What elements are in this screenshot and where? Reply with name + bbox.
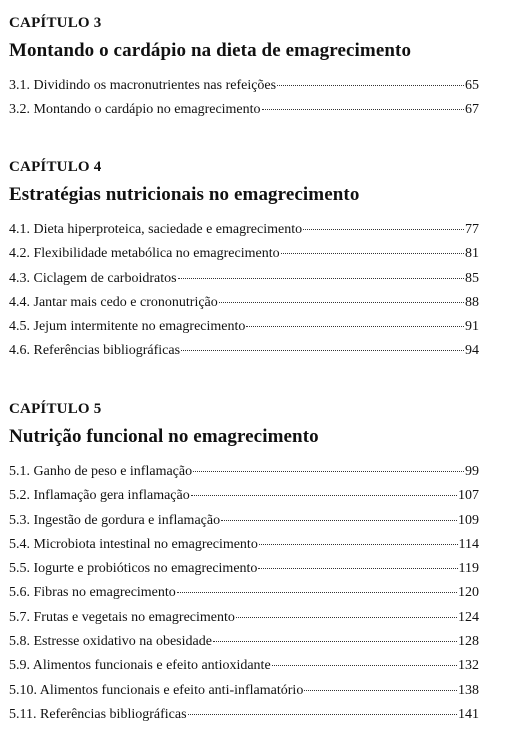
- toc-page-number: 94: [465, 343, 479, 359]
- toc-entry-title: 4.2. Flexibilidade metabólica no emagrecimento: [9, 246, 280, 262]
- toc-page-number: 65: [465, 78, 479, 93]
- toc-entry-title: 5.2. Inflamação gera inflamação: [9, 488, 190, 504]
- dot-leader: [193, 470, 464, 472]
- toc-page-number: 141: [458, 706, 479, 722]
- toc-entry[interactable]: [9, 77, 479, 101]
- toc-entry[interactable]: [9, 560, 479, 584]
- toc-entry[interactable]: [9, 101, 479, 125]
- dot-leader: [304, 689, 457, 691]
- chapter-label: CAPÍTULO 4: [9, 159, 102, 175]
- toc-page-number: 88: [465, 294, 479, 310]
- toc-entry-title: 4.1. Dieta hiperproteica, saciedade e emagrecimento: [9, 222, 303, 237]
- toc-entry[interactable]: [9, 294, 479, 318]
- dot-leader: [259, 543, 458, 545]
- toc-entry[interactable]: [9, 318, 479, 342]
- toc-entry-title: 5.5. Iogurte e probióticos no emagrecimento: [9, 561, 258, 577]
- toc-entry[interactable]: [9, 682, 479, 706]
- toc-page-number: 109: [458, 512, 479, 528]
- dot-leader: [177, 591, 457, 593]
- toc-page-number: 114: [458, 536, 479, 552]
- toc-entry[interactable]: [9, 706, 479, 730]
- toc-entry-title: 4.5. Jejum intermitente no emagrecimento: [9, 319, 246, 335]
- dot-leader: [236, 616, 457, 618]
- dot-leader: [181, 349, 464, 351]
- dot-leader: [246, 325, 464, 327]
- toc-entry[interactable]: [9, 342, 479, 366]
- toc-entry-title: 3.2. Montando o cardápio no emagrecimento: [9, 102, 261, 118]
- dot-leader: [281, 252, 464, 254]
- toc-page-number: 138: [458, 682, 479, 698]
- toc-page-number: 77: [465, 222, 479, 237]
- chapter-label: CAPÍTULO 5: [9, 401, 102, 417]
- toc-entry-title: 3.1. Dividindo os macronutrientes nas refeições: [9, 78, 277, 93]
- toc-page-number: 120: [458, 585, 479, 601]
- dot-leader: [219, 301, 464, 303]
- toc-entry-title: 5.11. Referências bibliográficas: [9, 706, 187, 722]
- toc-entry-title: 4.6. Referências bibliográficas: [9, 343, 181, 359]
- toc-entry[interactable]: [9, 536, 479, 560]
- toc-page-number: 99: [465, 464, 479, 479]
- toc-entry[interactable]: [9, 245, 479, 269]
- dot-leader: [277, 84, 464, 86]
- toc-list: [9, 221, 479, 367]
- toc-page-number: 85: [465, 270, 479, 286]
- toc-list: [9, 77, 479, 126]
- toc-page-number: 124: [458, 609, 479, 625]
- chapter-title: Estratégias nutricionais no emagrecimento: [9, 184, 360, 205]
- toc-entry-title: 4.4. Jantar mais cedo e crononutrição: [9, 294, 218, 310]
- toc-entry-title: 5.6. Fibras no emagrecimento: [9, 585, 176, 601]
- dot-leader: [188, 713, 457, 715]
- toc-entry-title: 5.1. Ganho de peso e inflamação: [9, 464, 193, 479]
- chapter-4-section: [9, 158, 479, 367]
- toc-entry[interactable]: [9, 633, 479, 657]
- toc-entry[interactable]: [9, 657, 479, 681]
- dot-leader: [178, 277, 464, 279]
- dot-leader: [258, 567, 457, 569]
- toc-page-number: 107: [458, 488, 479, 504]
- toc-entry-title: 4.3. Ciclagem de carboidratos: [9, 270, 177, 286]
- dot-leader: [221, 519, 457, 521]
- toc-entry[interactable]: [9, 270, 479, 294]
- toc-page-number: 119: [458, 561, 479, 577]
- dot-leader: [272, 664, 457, 666]
- chapter-title: Montando o cardápio na dieta de emagrecimento: [9, 40, 412, 61]
- chapter-label: CAPÍTULO 3: [9, 15, 102, 31]
- toc-entry-title: 5.9. Alimentos funcionais e efeito antioxidante: [9, 658, 271, 674]
- toc-entry[interactable]: [9, 463, 479, 487]
- toc-entry-title: 5.7. Frutas e vegetais no emagrecimento: [9, 609, 235, 625]
- toc-entry-title: 5.3. Ingestão de gordura e inflamação: [9, 512, 221, 528]
- toc-entry[interactable]: [9, 584, 479, 608]
- toc-entry[interactable]: [9, 512, 479, 536]
- toc-page-number: 132: [458, 658, 479, 674]
- toc-page-number: 81: [465, 246, 479, 262]
- toc-list: [9, 463, 479, 730]
- toc-entry[interactable]: [9, 609, 479, 633]
- chapter-title: Nutrição funcional no emagrecimento: [9, 426, 319, 447]
- dot-leader: [213, 640, 457, 642]
- toc-entry-title: 5.8. Estresse oxidativo na obesidade: [9, 634, 212, 650]
- toc-page-number: 91: [465, 319, 479, 335]
- toc-page-number: 67: [465, 102, 479, 118]
- toc-entry[interactable]: [9, 221, 479, 245]
- toc-page-number: 128: [458, 634, 479, 650]
- dot-leader: [262, 108, 464, 110]
- chapter-5-section: [9, 400, 479, 730]
- toc-entry-title: 5.10. Alimentos funcionais e efeito anti-inflamatório: [9, 682, 304, 698]
- dot-leader: [191, 494, 457, 496]
- toc-entry-title: 5.4. Microbiota intestinal no emagrecimento: [9, 536, 258, 552]
- chapter-3-section: [9, 14, 479, 126]
- toc-entry[interactable]: [9, 487, 479, 511]
- dot-leader: [303, 228, 464, 230]
